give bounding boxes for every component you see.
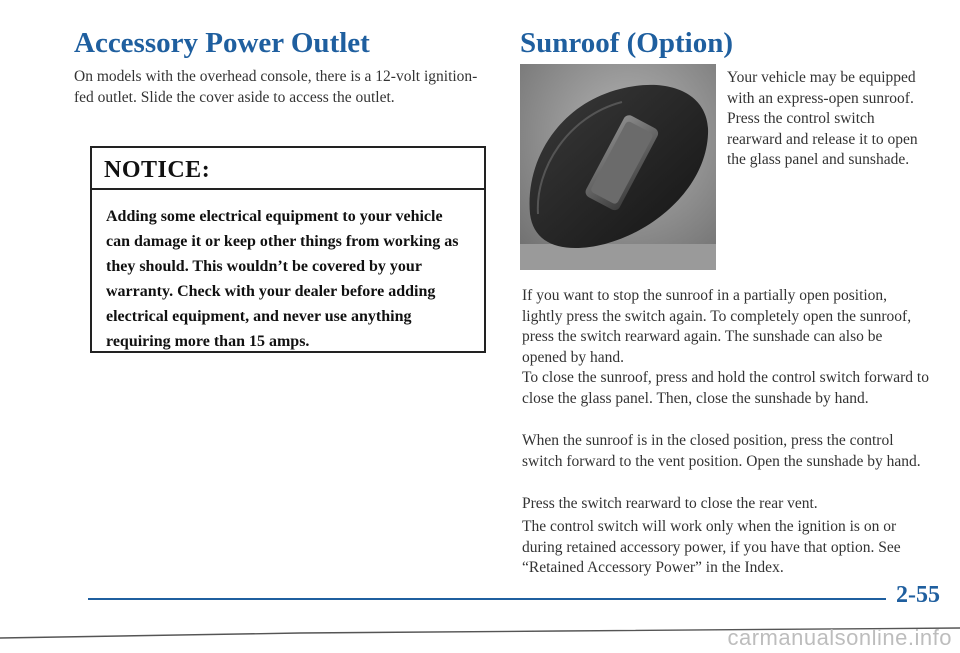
notice-box [90,146,486,353]
sunroof-paragraph-3: When the sunroof is in the closed position, press the control switch forward to the vent position. Open the sunshade by hand. [522,432,921,470]
accessory-outlet-heading: Accessory Power Outlet [74,27,370,59]
sunroof-heading: Sunroof (Option) [520,27,733,59]
sunroof-paragraph-5: The control switch will work only when the ignition is on or during retained accessory power, if you have that option. See “Retained Accessory Power” in the Index. [522,518,901,576]
sunroof-paragraph-2: To close the sunroof, press and hold the control switch forward to close the glass panel. Then, close the sunshade by hand. [522,369,929,407]
page-number: 2-55 [896,582,940,608]
sunroof-switch-illustration [520,64,716,270]
sunroof-paragraph-1: If you want to stop the sunroof in a partially open position, lightly press the switch again. To completely open the sunroof, press the switch rearward again. The sunshade can also be opened by hand. [522,287,912,366]
sunroof-paragraph-4: Press the switch rearward to close the rear vent. [522,495,818,512]
accessory-outlet-intro: On models with the overhead console, there is a 12-volt ignition-fed outlet. Slide the cover aside to access the outlet. [74,68,478,106]
notice-title: NOTICE: [92,148,484,190]
footer-rule [88,598,886,600]
sunroof-photo-caption: Your vehicle may be equipped with an express-open sunroof. Press the control switch rearward and release it to open the glass panel and sunshade. [727,69,918,168]
watermark: carmanualsonline.info [727,625,952,650]
sunroof-switch-photo [520,64,716,270]
notice-body: Adding some electrical equipment to your vehicle can damage it or keep other things from working as they should. This wouldn’t be covered by your warranty. Check with your dealer before adding electrical equipment, and never use anything requiring more than 15 amps. [106,208,459,350]
